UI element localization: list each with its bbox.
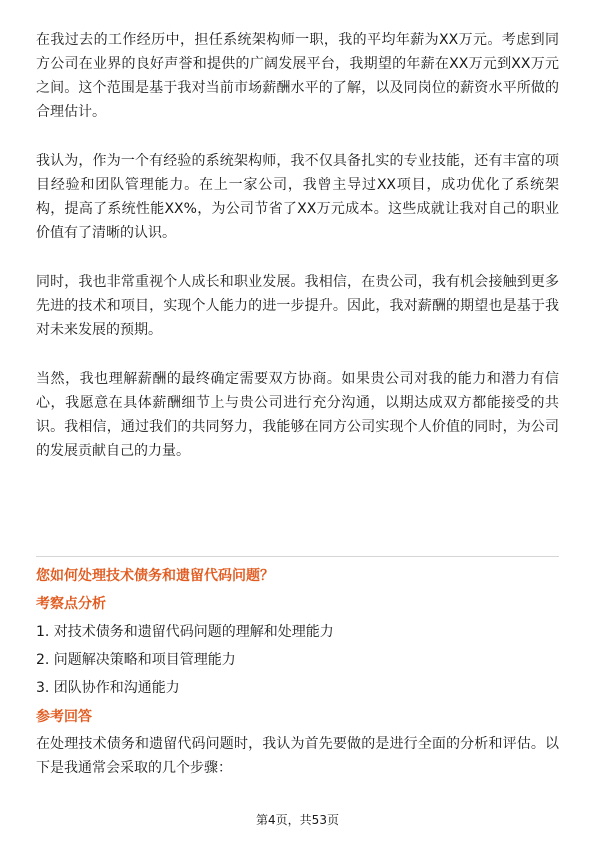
analysis-heading: 考察点分析 [36, 596, 106, 612]
paragraph: 当然，我也理解薪酬的最终确定需要双方协商。如果贵公司对我的能力和潜力有信心，我愿意在具体薪酬细节上与贵公司进行充分沟通，以期达成双方都能接受的共识。我相信，通过我们的共同努力，我能够在同方公司实现个人价值的同时，为公司的发展贡献自己的力量。 [36, 371, 559, 459]
paragraph: 在我过去的工作经历中，担任系统架构师一职，我的平均年薪为XX万元。考虑到同方公司在业界的良好声誉和提供的广阔发展平台，我期望的年薪在XX万元到XX万元之间。这个范围是基于我对当前市场薪酬水平的了解，以及同岗位的薪资水平所做的合理估计。 [36, 32, 559, 120]
page-number: 第4页，共53页 [256, 813, 339, 827]
question-title: 您如何处理技术债务和遗留代码问题？ [36, 568, 274, 584]
answer-heading: 参考回答 [36, 709, 92, 725]
paragraph: 我认为，作为一个有经验的系统架构师，我不仅具备扎实的专业技能，还有丰富的项目经验和团队管理能力。在上一家公司，我曾主导过XX项目，成功优化了系统架构，提高了系统性能XX%，为公司节省了XX万元成本。这些成就让我对自己的职业价值有了清晰的认识。 [36, 153, 559, 241]
section-divider [36, 556, 559, 557]
analysis-points [36, 621, 559, 699]
answer-text: 在处理技术债务和遗留代码问题时，我认为首先要做的是进行全面的分析和评估。以下是我通常会采取的几个步骤： [36, 736, 559, 776]
body-text [36, 28, 559, 463]
list-item: 2. 问题解决策略和项目管理能力 [36, 652, 236, 668]
list-item: 1. 对技术债务和遗留代码问题的理解和处理能力 [36, 624, 334, 640]
list-item: 3. 团队协作和沟通能力 [36, 680, 180, 696]
paragraph: 同时，我也非常重视个人成长和职业发展。我相信，在贵公司，我有机会接触到更多先进的技术和项目，实现个人能力的进一步提升。因此，我对薪酬的期望也是基于我对未来发展的预期。 [36, 274, 559, 338]
question-section [36, 565, 559, 780]
